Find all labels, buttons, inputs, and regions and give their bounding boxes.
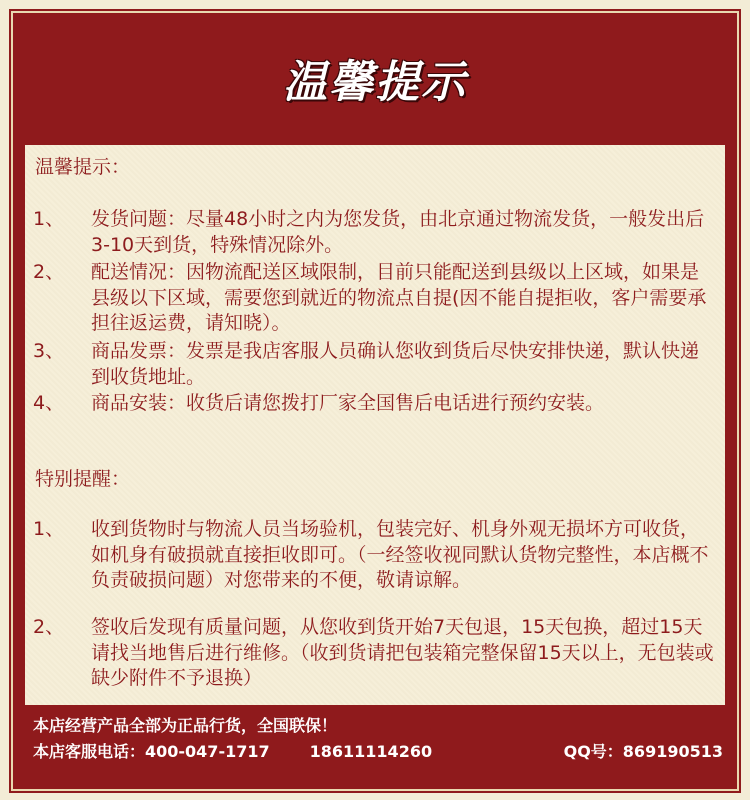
item-text: 商品发票：发票是我店客服人员确认您收到货后尽快安排快递，默认快递到收货地址。 [91,340,700,388]
banner-title: 温馨提示 [283,57,467,108]
item-number: 4、 [33,392,65,414]
item-text: 配送情况：因物流配送区域限制，目前只能配送到县级以上区域，如果是县级以下区域，需要您到就近的物流点自提(因不能自提拒收，客户需要承担往返运费，请知晓）。 [91,261,707,334]
service-phone: 本店客服电话：400-047-1717 [33,742,270,761]
footer-guarantee: 本店经营产品全部为正品行货，全国联保！ [33,716,338,735]
item-text: 商品安装：收货后请您拨打厂家全国售后电话进行预约安装。 [91,392,605,414]
notice-item [33,207,717,258]
content-panel [25,145,725,705]
notice-frame [11,11,739,791]
notice-item [33,391,717,417]
item-text: 签收后发现有质量问题，从您收到货开始7天包退，15天包换，超过15天请找当地售后进行维修。（收到货请把包装箱完整保留15天以上，无包装或缺少附件不予退换） [91,616,714,689]
notice-title: 温馨提示： [35,156,131,178]
item-text: 收到货物时与物流人员当场验机，包装完好、机身外观无损坏方可收货，如机身有破损就直接拒收即可。（一经签收视同默认货物完整性，本店概不负责破损问题）对您带来的不便，敬请谅解。 [91,518,709,591]
notice-item [33,260,717,337]
reminder-item [33,615,717,692]
notice-item [33,339,717,390]
item-number: 2、 [33,616,65,638]
item-number: 2、 [33,261,65,283]
item-text: 发货问题：尽量48小时之内为您发货，由北京通过物流发货，一般发出后3-10天到货，特殊情况除外。 [91,208,705,256]
footer-contacts [33,739,723,765]
item-number: 3、 [33,340,65,362]
qq-number: QQ号：869190513 [563,742,723,761]
item-number: 1、 [33,208,65,230]
mobile-phone: 18611114260 [309,742,433,761]
reminder-title: 特别提醒： [35,468,131,490]
footer [33,713,723,765]
item-number: 1、 [33,518,65,540]
banner [13,13,737,143]
reminder-item [33,517,717,594]
